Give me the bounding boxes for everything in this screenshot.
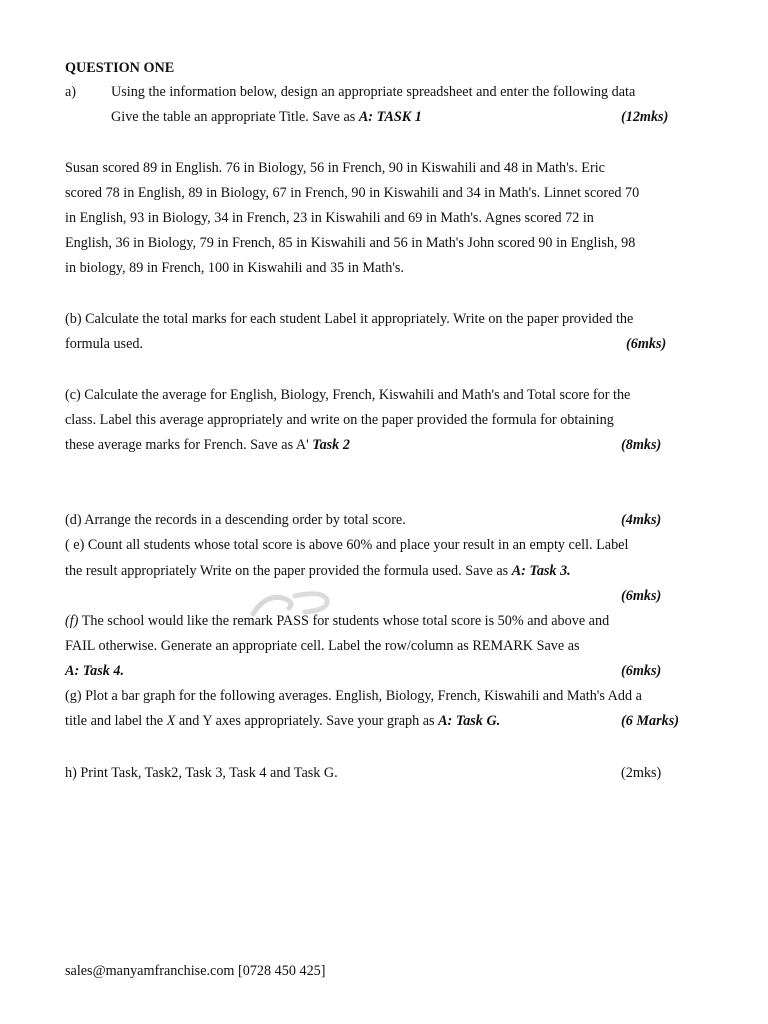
part-e-line1: ( e) Count all students whose total score is above 60% and place your result in an empty cell. Label xyxy=(65,537,629,553)
part-d-marks: (4mks) xyxy=(621,512,662,528)
part-e-save: A: Task 3. xyxy=(511,563,571,579)
part-c-line1: (c) Calculate the average for English, Biology, French, Kiswahili and Math's and Total score for the xyxy=(65,387,631,403)
question-heading: QUESTION ONE xyxy=(65,60,175,76)
part-g-x: X xyxy=(166,713,176,729)
part-a-line1 xyxy=(65,83,636,101)
part-c-line3 xyxy=(65,436,350,454)
part-a-label: a) xyxy=(65,84,77,100)
part-g-line1: (g) Plot a bar graph for the following averages. English, Biology, French, Kiswahili and Math's Add a xyxy=(65,688,642,704)
part-g-line2 xyxy=(65,712,500,730)
part-e-text2: the result appropriately Write on the paper provided the formula used. Save as xyxy=(65,563,512,579)
data-line-4: English, 36 in Biology, 79 in French, 85 in Kiswahili and 56 in Math's John scored 90 in English, 98 xyxy=(65,235,636,251)
data-line-5: in biology, 89 in French, 100 in Kiswahili and 35 in Math's. xyxy=(65,260,404,276)
part-e-marks: (6mks) xyxy=(621,588,662,604)
data-line-1: Susan scored 89 in English. 76 in Biology, 56 in French, 90 in Kiswahili and 48 in Math's. Eric xyxy=(65,160,605,176)
part-a-marks: (12mks) xyxy=(621,109,669,125)
part-d-line1: (d) Arrange the records in a descending order by total score. xyxy=(65,512,406,528)
part-c-save: Task 2 xyxy=(312,437,350,453)
part-f-line1 xyxy=(65,612,609,630)
part-g-marks: (6 Marks) xyxy=(621,713,679,729)
part-b-line1: (b) Calculate the total marks for each student Label it appropriately. Write on the paper provided the xyxy=(65,311,634,327)
part-c-text3: these average marks for French. Save as A' xyxy=(65,437,313,453)
footer-contact: sales@manyamfranchise.com [0728 450 425] xyxy=(65,963,326,979)
part-c-line2: class. Label this average appropriately and write on the paper provided the formula for obtaining xyxy=(65,412,614,428)
data-line-2: scored 78 in English, 89 in Biology, 67 in French, 90 in Kiswahili and 34 in Math's. Linnet scored 70 xyxy=(65,185,640,201)
part-f-text1: The school would like the remark PASS for students whose total score is 50% and above and xyxy=(78,613,610,629)
part-f-save: A: Task 4. xyxy=(65,663,124,679)
part-b-line2: formula used. xyxy=(65,336,144,352)
part-f-label: (f) xyxy=(65,613,79,629)
part-e-line2 xyxy=(65,562,571,580)
part-a-text: Using the information below, design an appropriate spreadsheet and enter the following data xyxy=(111,84,636,100)
part-a-save: A: TASK 1 xyxy=(358,109,422,125)
part-h-line1: h) Print Task, Task2, Task 3, Task 4 and Task G. xyxy=(65,765,338,781)
part-g-text2b: and Y axes appropriately. Save your graph as xyxy=(175,713,439,729)
part-f-marks: (6mks) xyxy=(621,663,662,679)
part-h-marks: (2mks) xyxy=(621,765,662,781)
part-c-marks: (8mks) xyxy=(621,437,662,453)
part-a-line2 xyxy=(111,108,422,126)
part-g-save: A: Task G. xyxy=(438,713,501,729)
part-a-text2: Give the table an appropriate Title. Save as xyxy=(111,109,359,125)
part-g-text2a: title and label the xyxy=(65,713,167,729)
part-b-marks: (6mks) xyxy=(626,336,667,352)
part-f-line2: FAIL otherwise. Generate an appropriate cell. Label the row/column as REMARK Save as xyxy=(65,638,580,654)
data-line-3: in English, 93 in Biology, 34 in French, 23 in Kiswahili and 69 in Math's. Agnes scored 72 in xyxy=(65,210,594,226)
